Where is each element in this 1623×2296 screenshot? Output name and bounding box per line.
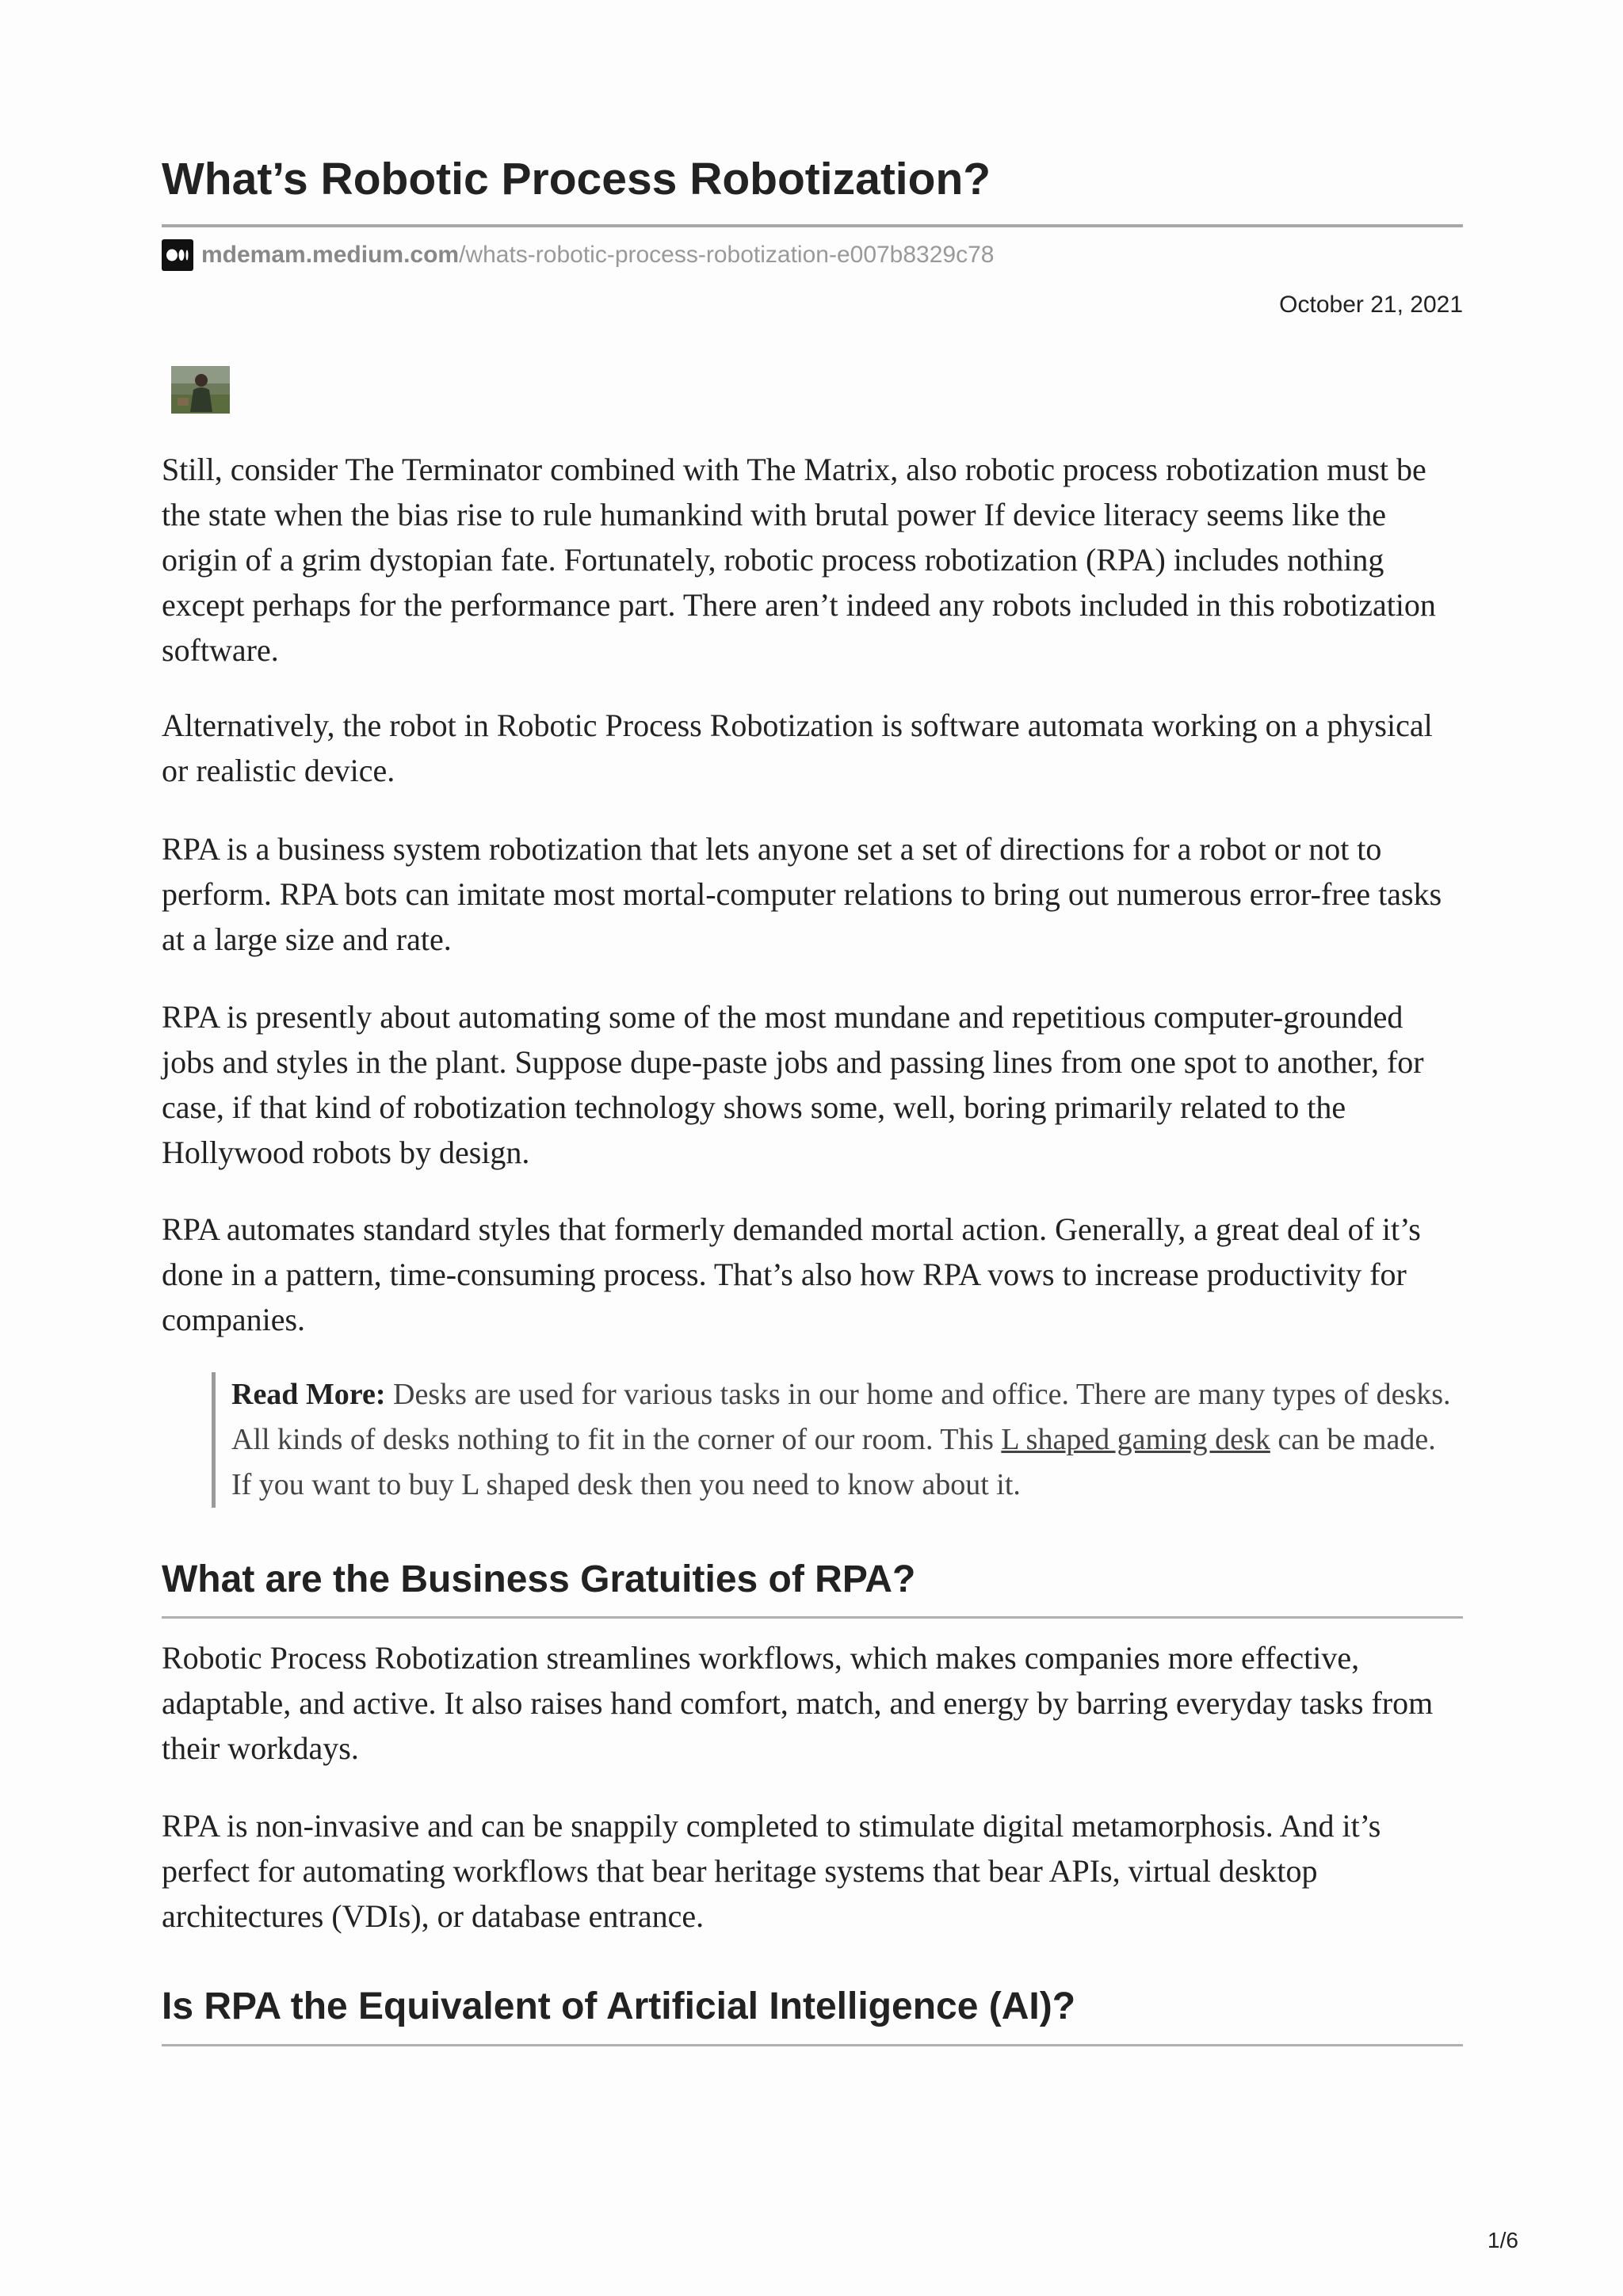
section-heading-business-gratuities: What are the Business Gratuities of RPA? — [162, 1558, 916, 1600]
source-path: /whats-robotic-process-robotization-e007b8329c78 — [459, 242, 995, 268]
title-divider — [162, 224, 1463, 227]
page-number: 1/6 — [1487, 2228, 1518, 2252]
source-domain: mdemam.medium.com — [201, 242, 460, 268]
read-more-label: Read More: — [231, 1378, 386, 1411]
paragraph-1: Still, consider The Terminator combined with The Matrix, also robotic process robotization must be the state when the bias rise to rule humankind with brutal power If device literacy seems like the origin of a grim dystopian fate. Fortunately, robotic process robotization (RPA) includes nothing except perhaps for the performance part. There aren’t indeed any robots included in this robotization software. — [162, 452, 1436, 668]
author-avatar — [171, 366, 230, 414]
medium-logo-icon — [162, 239, 193, 271]
section-divider-2 — [162, 2044, 1463, 2046]
paragraph-2: Alternatively, the robot in Robotic Process Robotization is software automata working on a physical or realistic device. — [162, 707, 1433, 788]
read-more-text-after: can be made. If you want to buy L shaped desk then you need to know about it. — [231, 1423, 1436, 1501]
section-heading-rpa-vs-ai: Is RPA the Equivalent of Artificial Intelligence (AI)? — [162, 1985, 1076, 2027]
paragraph-3: RPA is a business system robotization that lets anyone set a set of directions for a robot or not to perform. RPA bots can imitate most mortal-computer relations to bring out numerous error-free tasks at a large size and rate. — [162, 831, 1442, 957]
l-shaped-gaming-desk-link[interactable]: L shaped gaming desk — [1001, 1423, 1270, 1456]
paragraph-4: RPA is presently about automating some of the most mundane and repetitious computer-grounded jobs and styles in the plant. Suppose dupe-paste jobs and passing lines from one spot to another, for case, if that kind of robotization technology shows some, well, boring primarily related to the Hollywood robots by design. — [162, 999, 1424, 1170]
paragraph-5: RPA automates standard styles that formerly demanded mortal action. Generally, a great deal of it’s done in a pattern, time-consuming process. That’s also how RPA vows to increase productivity for companies. — [162, 1211, 1421, 1337]
source-link[interactable] — [162, 239, 994, 271]
article-date: October 21, 2021 — [1279, 292, 1463, 318]
read-more-text-before: Desks are used for various tasks in our home and office. There are many types of desks. All kinds of desks nothing to fit in the corner of our room. This — [231, 1378, 1451, 1456]
section-divider-1 — [162, 1616, 1463, 1619]
section1-paragraph-2: RPA is non-invasive and can be snappily completed to stimulate digital metamorphosis. And it’s perfect for automating workflows that bear heritage systems that bear APIs, virtual desktop architectures (VDIs), or database entrance. — [162, 1808, 1381, 1934]
section1-paragraph-1: Robotic Process Robotization streamlines workflows, which makes companies more effective, adaptable, and active. It also raises hand comfort, match, and energy by barring everyday tasks from their workdays. — [162, 1640, 1434, 1766]
article-title: What’s Robotic Process Robotization? — [162, 154, 991, 204]
read-more-blockquote — [212, 1372, 1460, 1508]
